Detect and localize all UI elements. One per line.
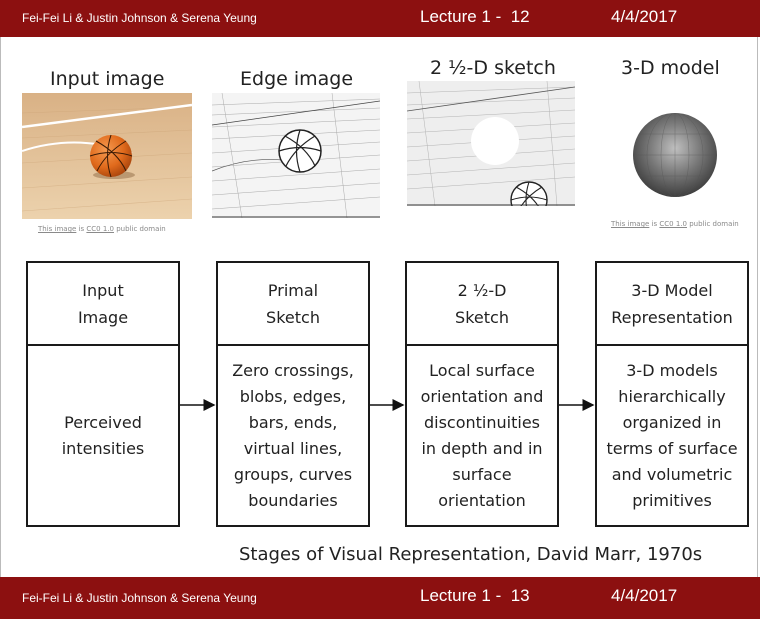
stage-body-line: orientation and: [420, 386, 544, 406]
footer-lecture: [420, 586, 530, 606]
stage-head-line: Sketch: [455, 307, 509, 327]
stage-head-line: Input: [82, 280, 124, 300]
header-lecture-label: Lecture 1 -: [420, 7, 502, 26]
stage-body-line: Zero crossings,: [232, 360, 354, 380]
stage-body-line: intensities: [61, 438, 145, 458]
footer-authors: Fei-Fei Li & Justin Johnson & Serena Yeung: [22, 591, 257, 605]
panel-title-input: Input image: [50, 68, 165, 90]
stage-body-line: organized in: [622, 412, 722, 432]
stage-body-line: orientation: [438, 490, 526, 510]
stage-body-line: discontinuities: [423, 412, 540, 432]
header-authors: Fei-Fei Li & Justin Johnson & Serena Yeung: [22, 11, 257, 25]
stage-head-line: Sketch: [266, 307, 320, 327]
diagram-caption: Stages of Visual Representation, David Marr, 1970s: [239, 544, 703, 565]
credit-link[interactable]: This image: [611, 220, 650, 228]
credit-license-link[interactable]: CC0 1.0: [86, 225, 114, 233]
footer-lecture-number: 13: [510, 586, 530, 605]
header-lecture-number: 12: [510, 7, 530, 26]
stage-body-line: terms of surface: [606, 438, 738, 458]
stage-head-line: Image: [77, 307, 129, 327]
footer-date: 4/4/2017: [611, 586, 678, 605]
stage-head-line: 2 ½-D: [457, 280, 507, 300]
stage-body-line: Local surface: [429, 360, 535, 380]
stage-body-line: surface: [452, 464, 512, 484]
panel-title-sketch: 2 ½-D sketch: [430, 57, 556, 79]
credit-is: is: [78, 225, 85, 233]
header-date: 4/4/2017: [611, 7, 678, 26]
stage-body-line: Perceived: [64, 412, 142, 432]
credit-is: is: [651, 220, 658, 228]
stage-body-line: boundaries: [248, 490, 338, 510]
stage-body-line: groups, curves: [233, 464, 353, 484]
stage-head-line: 3-D Model: [631, 280, 713, 300]
stage-body-line: primitives: [632, 490, 712, 510]
stage-body-line: hierarchically: [618, 386, 726, 406]
stage-body-line: virtual lines,: [243, 438, 343, 458]
credit-link[interactable]: This image: [38, 225, 77, 233]
stage-head-line: Primal: [267, 280, 319, 300]
stage-head-line: Representation: [611, 307, 733, 327]
stage-body-line: bars, ends,: [248, 412, 338, 432]
stage-body-line: blobs, edges,: [239, 386, 347, 406]
stage-body-line: and volumetric: [611, 464, 733, 484]
panel-title-model: 3-D model: [621, 57, 720, 79]
panel-title-edge: Edge image: [240, 68, 354, 90]
footer-bar: [0, 577, 760, 619]
stage-body-line: 3-D models: [626, 360, 718, 380]
credit-suffix: public domain: [689, 220, 739, 228]
footer-lecture-label: Lecture 1 -: [420, 586, 502, 605]
credit-suffix: public domain: [116, 225, 166, 233]
stage-body-line: in depth and in: [421, 438, 543, 458]
credit-license-link[interactable]: CC0 1.0: [659, 220, 687, 228]
